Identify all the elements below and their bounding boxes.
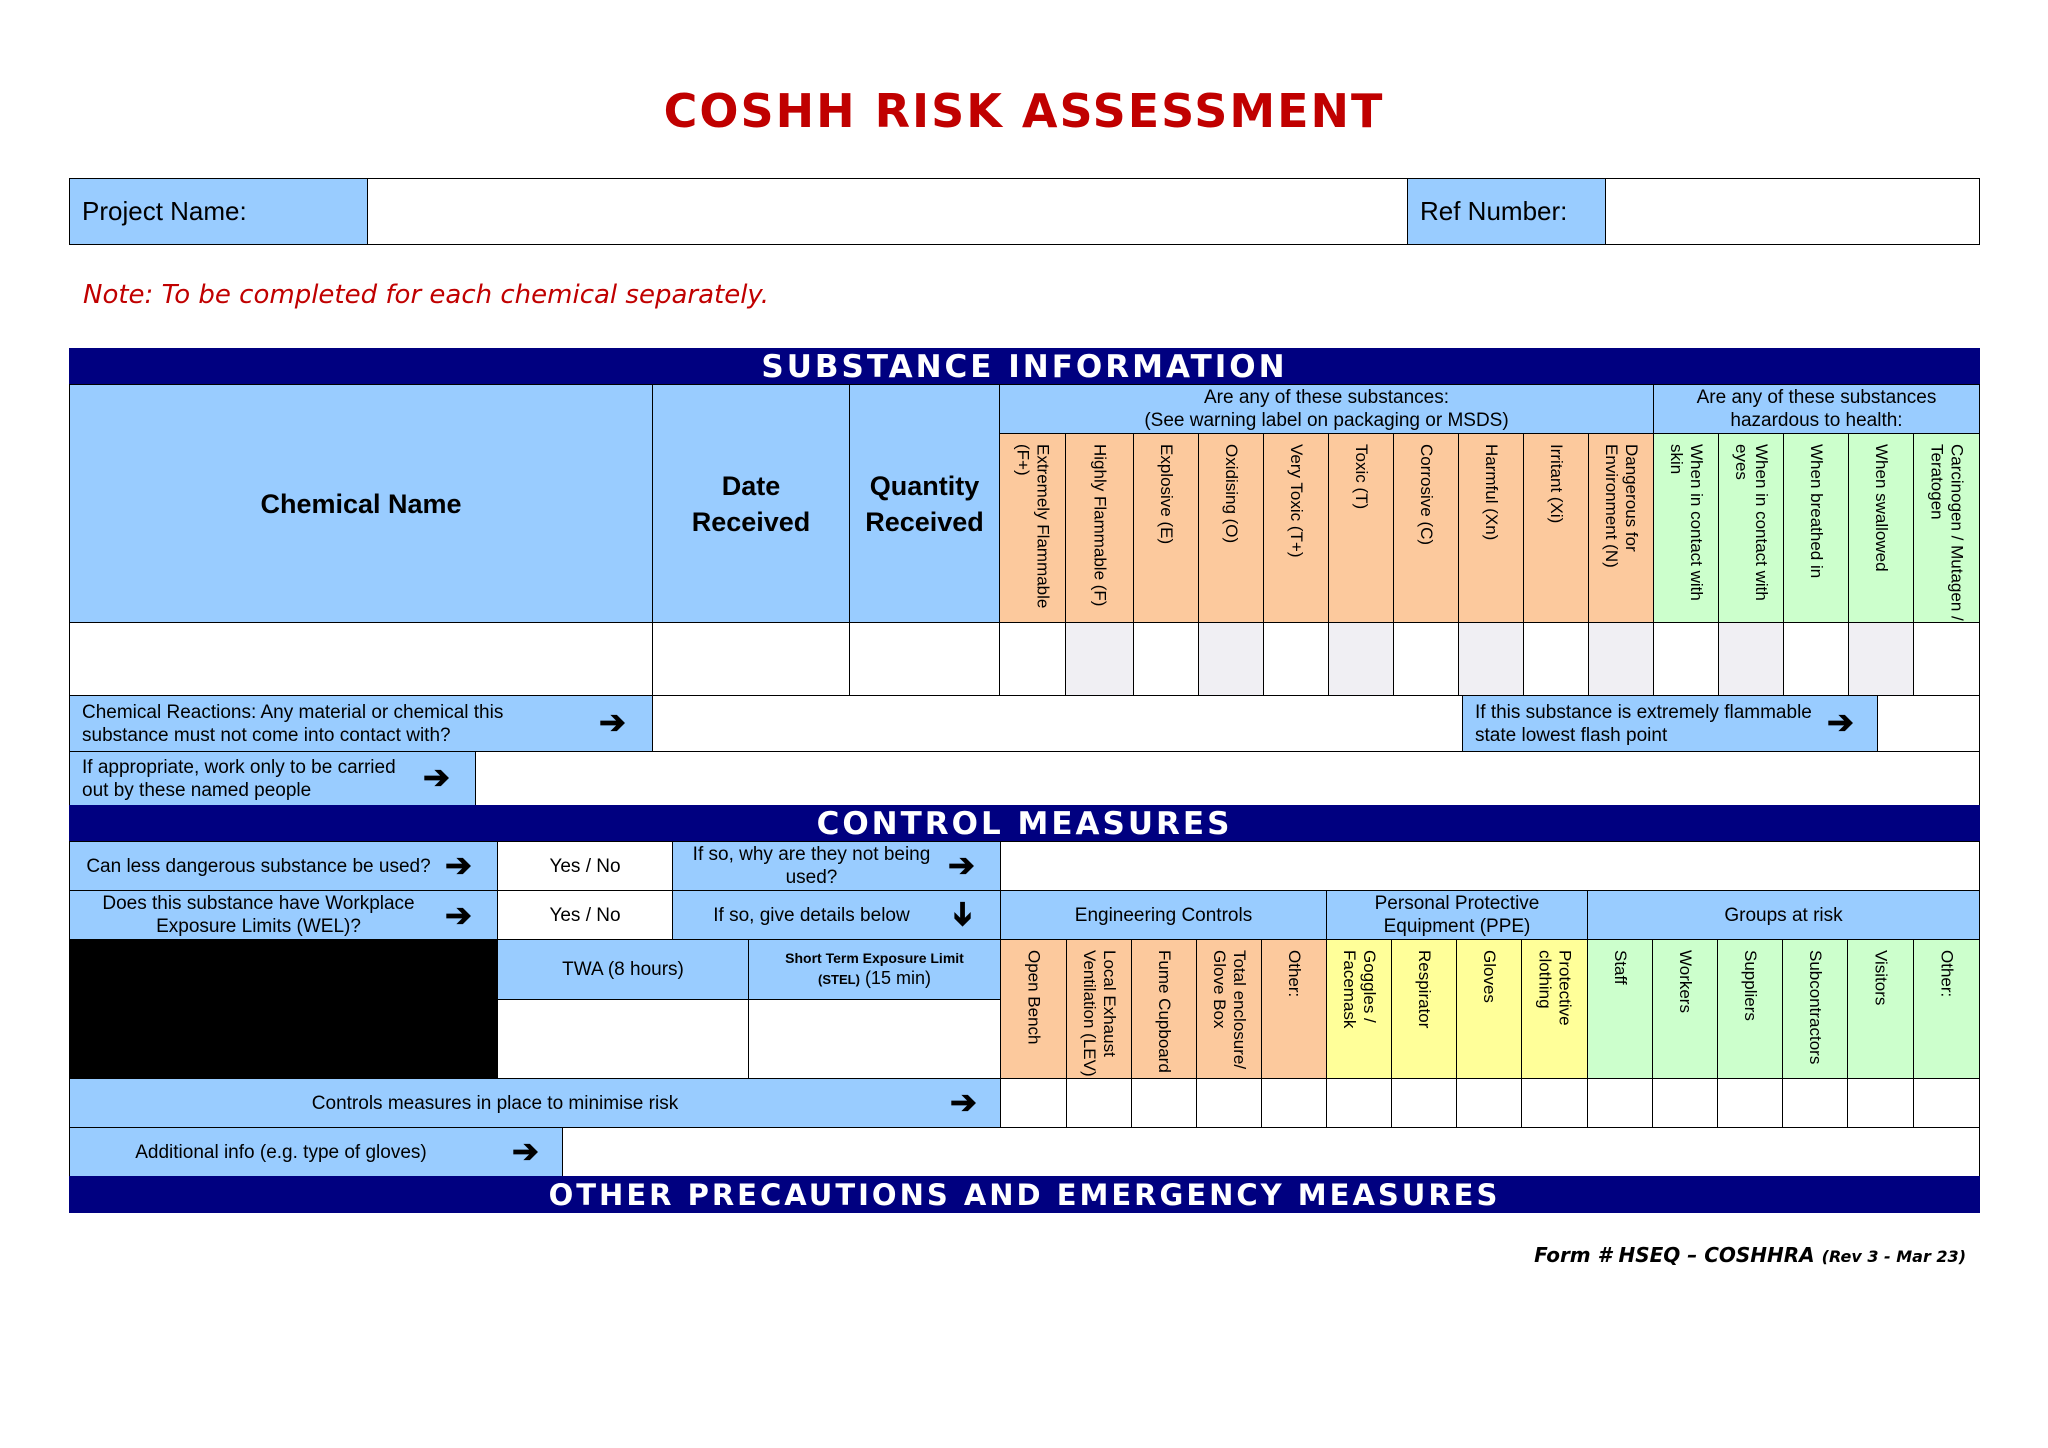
health-checkbox-skin[interactable] bbox=[1653, 622, 1719, 696]
control-checkbox-total-enclosure[interactable] bbox=[1196, 1078, 1262, 1128]
health-header-skin: When in contact with skin bbox=[1653, 433, 1719, 623]
hazard-checkbox-very-toxic[interactable] bbox=[1263, 622, 1329, 696]
arrow-down-icon: ➔ bbox=[945, 900, 982, 928]
form-number: Form # HSEQ – COSHHRA bbox=[1534, 1243, 1815, 1267]
arrow-right-icon: ➔ bbox=[445, 847, 472, 883]
named-people-label: If appropriate, work only to be carried out by these named people bbox=[69, 751, 476, 806]
ppe-header-protective-clothing: Protective clothing bbox=[1521, 939, 1588, 1079]
arrow-right-icon: ➔ bbox=[512, 1133, 539, 1169]
health-checkbox-carcinogen[interactable] bbox=[1913, 622, 1980, 696]
hazard-header-dangerous-for-environment: Dangerous for Environment (N) bbox=[1588, 433, 1654, 623]
project-name-field[interactable] bbox=[367, 178, 1408, 245]
control-checkbox-other[interactable] bbox=[1261, 1078, 1327, 1128]
blank-black-cell bbox=[69, 939, 498, 1079]
group-checkbox-subcontractors[interactable] bbox=[1782, 1078, 1848, 1128]
arrow-right-icon: ➔ bbox=[950, 1084, 977, 1120]
group-header-workers: Workers bbox=[1652, 939, 1718, 1079]
wel-label: Does this substance have Workplace Exposure Limits (WEL)? bbox=[69, 890, 498, 940]
group-checkbox-visitors[interactable] bbox=[1847, 1078, 1914, 1128]
form-reference bbox=[1400, 1243, 1966, 1273]
group-header-visitors: Visitors bbox=[1847, 939, 1914, 1079]
engineering-header-total-enclosure: Total enclosure/ Glove Box bbox=[1196, 939, 1262, 1079]
twa-field[interactable] bbox=[497, 999, 749, 1079]
groups-at-risk-header: Groups at risk bbox=[1587, 890, 1980, 940]
hazard-header-extremely-flammable: Extremely Flammable (F+) bbox=[999, 433, 1066, 623]
control-checkbox-goggles[interactable] bbox=[1326, 1078, 1392, 1128]
stel-header bbox=[748, 939, 1001, 1000]
hazard-checkbox-dangerous-for-environment[interactable] bbox=[1588, 622, 1654, 696]
hazard-header-highly-flammable: Highly Flammable (F) bbox=[1065, 433, 1134, 623]
date-received-field[interactable] bbox=[652, 622, 850, 696]
health-header-breathed-in: When breathed in bbox=[1783, 433, 1849, 623]
additional-info-field[interactable] bbox=[562, 1127, 1980, 1177]
group-checkbox-workers[interactable] bbox=[1652, 1078, 1718, 1128]
ppe-header: Personal Protective Equipment (PPE) bbox=[1326, 890, 1588, 940]
health-checkbox-eyes[interactable] bbox=[1718, 622, 1784, 696]
hazard-checkbox-explosive[interactable] bbox=[1133, 622, 1199, 696]
hazard-checkbox-oxidising[interactable] bbox=[1198, 622, 1264, 696]
stel-duration: (15 min) bbox=[859, 967, 931, 988]
page-title: COSHH RISK ASSESSMENT bbox=[663, 84, 1385, 138]
stel-title: Short Term Exposure Limit bbox=[785, 949, 964, 966]
named-people-field[interactable] bbox=[475, 751, 1980, 806]
ref-number-field[interactable] bbox=[1605, 178, 1980, 245]
hazard-question-header: Are any of these substances: (See warning label on packaging or MSDS) bbox=[999, 384, 1654, 434]
why-not-field[interactable] bbox=[1000, 841, 1980, 891]
ppe-header-respirator: Respirator bbox=[1391, 939, 1457, 1079]
hazard-header-irritant: Irritant (Xi) bbox=[1523, 433, 1589, 623]
hazard-header-very-toxic: Very Toxic (T+) bbox=[1263, 433, 1329, 623]
arrow-right-icon: ➔ bbox=[423, 759, 450, 795]
health-checkbox-breathed-in[interactable] bbox=[1783, 622, 1849, 696]
less-dangerous-label: Can less dangerous substance be used? bbox=[69, 841, 498, 891]
health-header-carcinogen: Carcinogen / Mutagen / Teratogen bbox=[1913, 433, 1980, 623]
arrow-right-icon: ➔ bbox=[948, 847, 975, 883]
quantity-received-field[interactable] bbox=[849, 622, 1000, 696]
chemical-reactions-label: Chemical Reactions: Any material or chemical this substance must not come into contact with? bbox=[69, 695, 653, 752]
arrow-right-icon: ➔ bbox=[599, 704, 626, 740]
engineering-header-lev: Local Exhaust Ventilation (LEV) bbox=[1066, 939, 1132, 1079]
chemical-name-header: Chemical Name bbox=[69, 384, 653, 623]
completion-note: Note: To be completed for each chemical separately. bbox=[83, 280, 770, 310]
hazard-header-toxic: Toxic (T) bbox=[1328, 433, 1394, 623]
hazard-checkbox-corrosive[interactable] bbox=[1393, 622, 1459, 696]
health-question-header: Are any of these substances hazardous to health: bbox=[1653, 384, 1980, 434]
quantity-received-header: Quantity Received bbox=[849, 384, 1000, 623]
control-checkbox-fume-cupboard[interactable] bbox=[1131, 1078, 1197, 1128]
other-precautions-banner: OTHER PRECAUTIONS AND EMERGENCY MEASURES bbox=[69, 1176, 1980, 1213]
project-name-label: Project Name: bbox=[69, 178, 368, 245]
date-received-header: Date Received bbox=[652, 384, 850, 623]
hazard-checkbox-toxic[interactable] bbox=[1328, 622, 1394, 696]
stel-abbrev: (STEL) bbox=[818, 971, 860, 987]
ppe-header-gloves: Gloves bbox=[1456, 939, 1522, 1079]
hazard-checkbox-highly-flammable[interactable] bbox=[1065, 622, 1134, 696]
hazard-header-oxidising: Oxidising (O) bbox=[1198, 433, 1264, 623]
health-checkbox-swallowed[interactable] bbox=[1848, 622, 1914, 696]
hazard-checkbox-irritant[interactable] bbox=[1523, 622, 1589, 696]
group-checkbox-staff[interactable] bbox=[1587, 1078, 1653, 1128]
engineering-header-fume-cupboard: Fume Cupboard bbox=[1131, 939, 1197, 1079]
arrow-right-icon: ➔ bbox=[1827, 704, 1854, 740]
stel-field[interactable] bbox=[748, 999, 1001, 1079]
substance-information-banner: SUBSTANCE INFORMATION bbox=[69, 348, 1980, 385]
control-checkbox-gloves[interactable] bbox=[1456, 1078, 1522, 1128]
health-header-eyes: When in contact with eyes bbox=[1718, 433, 1784, 623]
hazard-header-explosive: Explosive (E) bbox=[1133, 433, 1199, 623]
group-checkbox-suppliers[interactable] bbox=[1717, 1078, 1783, 1128]
give-details-label: If so, give details below bbox=[672, 890, 1001, 940]
group-checkbox-other[interactable] bbox=[1913, 1078, 1980, 1128]
additional-info-label: Additional info (e.g. type of gloves) bbox=[69, 1127, 563, 1177]
control-checkbox-respirator[interactable] bbox=[1391, 1078, 1457, 1128]
less-dangerous-yes-no[interactable]: Yes / No bbox=[497, 841, 673, 891]
ref-number-label: Ref Number: bbox=[1407, 178, 1606, 245]
engineering-header-open-bench: Open Bench bbox=[1000, 939, 1067, 1079]
hazard-header-corrosive: Corrosive (C) bbox=[1393, 433, 1459, 623]
engineering-header-other: Other: bbox=[1261, 939, 1327, 1079]
control-measures-banner: CONTROL MEASURES bbox=[69, 805, 1980, 842]
ppe-header-goggles: Goggles / Facemask bbox=[1326, 939, 1392, 1079]
controls-in-place-label: Controls measures in place to minimise risk bbox=[69, 1078, 1001, 1128]
control-checkbox-lev[interactable] bbox=[1066, 1078, 1132, 1128]
arrow-right-icon: ➔ bbox=[445, 897, 472, 933]
flash-point-field[interactable] bbox=[1877, 695, 1980, 752]
group-header-suppliers: Suppliers bbox=[1717, 939, 1783, 1079]
twa-header: TWA (8 hours) bbox=[497, 939, 749, 1000]
why-not-label: If so, why are they not being used? bbox=[672, 841, 1001, 891]
group-header-other: Other: bbox=[1913, 939, 1980, 1079]
hazard-checkbox-harmful[interactable] bbox=[1458, 622, 1524, 696]
chemical-reactions-field[interactable] bbox=[652, 695, 1463, 752]
hazard-checkbox-extremely-flammable[interactable] bbox=[999, 622, 1066, 696]
form-revision: (Rev 3 - Mar 23) bbox=[1821, 1247, 1966, 1266]
group-header-subcontractors: Subcontractors bbox=[1782, 939, 1848, 1079]
control-checkbox-open-bench[interactable] bbox=[1000, 1078, 1067, 1128]
control-checkbox-protective-clothing[interactable] bbox=[1521, 1078, 1588, 1128]
engineering-controls-header: Engineering Controls bbox=[1000, 890, 1327, 940]
group-header-staff: Staff bbox=[1587, 939, 1653, 1079]
flash-point-label: If this substance is extremely flammable state lowest flash point bbox=[1462, 695, 1878, 752]
health-header-swallowed: When swallowed bbox=[1848, 433, 1914, 623]
wel-yes-no[interactable]: Yes / No bbox=[497, 890, 673, 940]
chemical-name-field[interactable] bbox=[69, 622, 653, 696]
hazard-header-harmful: Harmful (Xn) bbox=[1458, 433, 1524, 623]
